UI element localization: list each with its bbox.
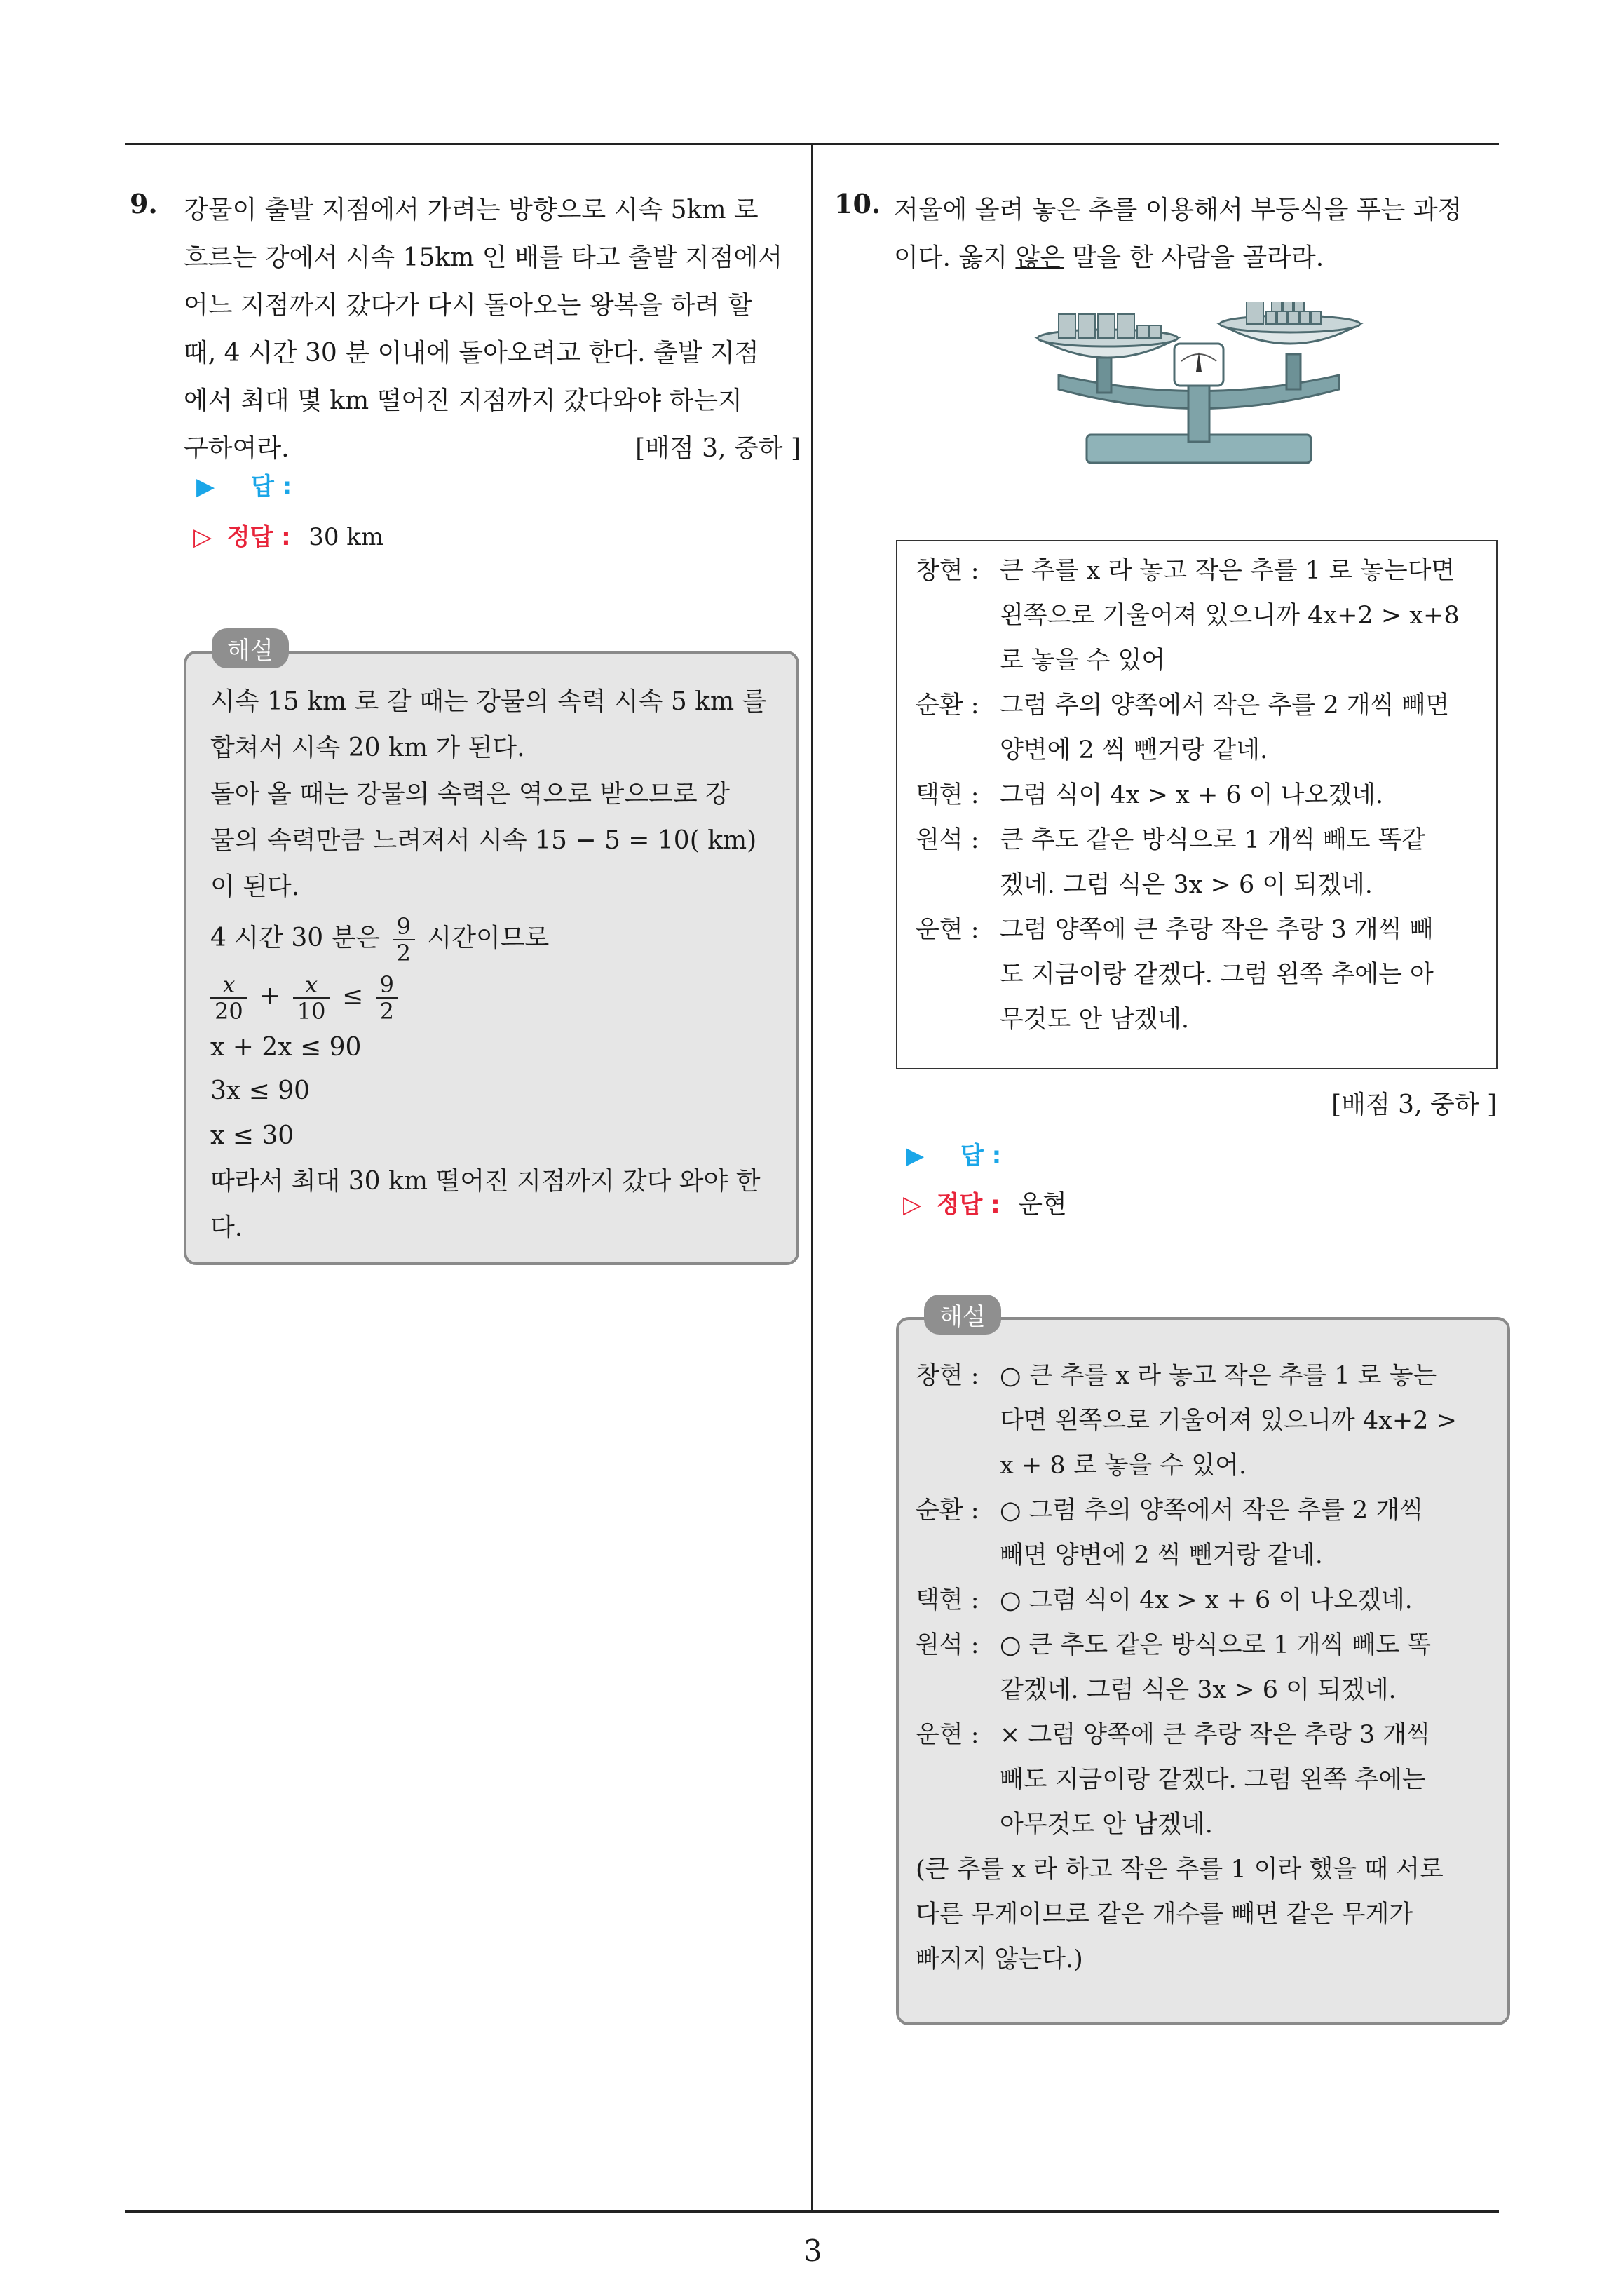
- question-line: 저울에 올려 놓은 추를 이용해서 부등식을 푸는 과정: [894, 196, 1462, 224]
- emphasis-underline: 않은: [1015, 243, 1064, 272]
- inequality-1: [210, 966, 778, 1027]
- correct-label: 정답 :: [936, 1191, 1000, 1219]
- speaker: 택현 :: [916, 1586, 979, 1614]
- explanation-line: 다면 왼쪽으로 기울어져 있으니까 4x+2 >: [1000, 1407, 1457, 1435]
- dialogue-line: [916, 773, 1476, 818]
- dialogue-line: [916, 683, 1476, 728]
- correct-label: 정답 :: [226, 523, 291, 551]
- column-divider: [811, 143, 813, 2212]
- question-line: 때, 4 시간 30 분 이내에 돌아오려고 한다. 출발 지점: [184, 339, 759, 367]
- explanation-text: ○ 큰 추도 같은 방식으로 1 개씩 빼도 똑: [1000, 1631, 1432, 1659]
- answer-label: 답 :: [251, 473, 292, 501]
- denominator: 20: [215, 998, 243, 1025]
- plus-sign: +: [259, 982, 281, 1011]
- play-icon: ▶: [196, 473, 215, 501]
- dialogue-line: [916, 818, 1476, 863]
- le-sign: ≤: [341, 982, 364, 1011]
- speaker: 창현 :: [916, 557, 979, 585]
- dialogue-line: [916, 548, 1476, 593]
- question-line: 어느 지점까지 갔다가 다시 돌아오는 왕복을 하려 할: [184, 291, 752, 320]
- question-10-number: 10.: [834, 188, 881, 220]
- explanation-text: ○ 그럼 식이 4x > x + 6 이 나오겠네.: [1000, 1586, 1413, 1614]
- dialogue-line: 무것도 안 남겠네.: [1000, 1006, 1190, 1034]
- denominator: 2: [379, 998, 394, 1025]
- explanation-body-10: [916, 1353, 1498, 1982]
- time-text: 4 시간 30 분은: [210, 924, 381, 952]
- speaker: 운현 :: [916, 1721, 979, 1749]
- dialogue-line: 양변에 2 씩 뺀거랑 같네.: [1000, 736, 1268, 764]
- denominator: 10: [297, 998, 326, 1025]
- answer-row-10: [906, 1132, 1001, 1180]
- question-9-number: 9.: [130, 188, 158, 220]
- explanation-text: ○ 그럼 추의 양쪽에서 작은 추를 2 개씩: [1000, 1497, 1424, 1525]
- dialogue-line: 겠네. 그럼 식은 3x > 6 이 되겠네.: [1000, 871, 1373, 899]
- conclusion-line: 따라서 최대 30 km 떨어진 지점까지 갔다 와야 한: [210, 1167, 761, 1196]
- question-line-last: 구하여라.: [184, 434, 290, 463]
- speaker: 순환 :: [916, 1497, 979, 1525]
- outline-triangle-icon: ▷: [193, 523, 212, 551]
- dialogue-line: 왼쪽으로 기울어져 있으니까 4x+2 > x+8: [1000, 602, 1460, 630]
- time-text: 시간이므로: [427, 924, 550, 952]
- explanation-tab: 해설: [924, 1295, 1001, 1335]
- explanation-line: 이 된다.: [210, 872, 300, 901]
- dialogue-line: 로 놓을 수 있어: [1000, 647, 1166, 675]
- explanation-line: [916, 1713, 1498, 1757]
- inequality-4: x ≤ 30: [210, 1121, 294, 1150]
- numerator: x: [293, 972, 330, 999]
- question-line: 강물이 출발 지점에서 가려는 방향으로 시속 5km 로: [184, 196, 759, 224]
- explanation-note: 빠지지 않는다.): [916, 1945, 1083, 1973]
- explanation-line: 돌아 올 때는 강물의 속력은 역으로 받으므로 강: [210, 780, 730, 809]
- explanation-line: 같겠네. 그럼 식은 3x > 6 이 되겠네.: [1000, 1676, 1397, 1704]
- correct-answer-row-9: [193, 513, 383, 561]
- explanation-note: 다른 무게이므로 같은 개수를 빼면 같은 무게가: [916, 1900, 1413, 1929]
- dialogue-text: 그럼 양쪽에 큰 추랑 작은 추랑 3 개씩 빼: [1000, 916, 1434, 944]
- outline-triangle-icon: ▷: [903, 1191, 922, 1219]
- inequality-3: 3x ≤ 90: [210, 1076, 311, 1105]
- explanation-text: ○ 큰 추를 x 라 놓고 작은 추를 1 로 놓는: [1000, 1362, 1437, 1390]
- bottom-rule: [125, 2210, 1499, 2213]
- question-line: 에서 최대 몇 km 떨어진 지점까지 갔다와야 하는지: [184, 386, 742, 415]
- correct-value: 운현: [1018, 1190, 1067, 1219]
- explanation-line: x + 8 로 놓을 수 있어.: [1000, 1452, 1247, 1480]
- dialogue-line: 도 지금이랑 같겠다. 그럼 왼쪽 추에는 아: [1000, 961, 1434, 989]
- explanation-line: 빼면 양변에 2 씩 뺀거랑 같네.: [1000, 1541, 1323, 1569]
- explanation-tab: 해설: [212, 628, 289, 668]
- fraction: [293, 972, 330, 1024]
- question-line: 흐르는 강에서 시속 15km 인 배를 타고 출발 지점에서: [184, 243, 783, 272]
- speaker: 원석 :: [916, 1631, 979, 1659]
- explanation-line: [916, 1353, 1498, 1398]
- page-number: 3: [803, 2234, 822, 2268]
- numerator: 9: [376, 972, 398, 999]
- explanation-line: 시속 15 km 로 갈 때는 강물의 속력 시속 5 km 를: [210, 687, 767, 716]
- explanation-line: 합쳐서 시속 20 km 가 된다.: [210, 734, 525, 762]
- numerator: 9: [393, 914, 415, 940]
- dialogue-lines: [916, 548, 1476, 1042]
- fraction: [376, 972, 398, 1024]
- fraction: [210, 972, 247, 1024]
- speaker: 운현 :: [916, 916, 979, 944]
- denominator: 2: [396, 940, 411, 966]
- points-label: [배점 3, 중하 ]: [635, 434, 801, 463]
- speaker: 택현 :: [916, 781, 979, 809]
- conclusion-line: 다.: [210, 1213, 243, 1242]
- explanation-line: 아무것도 안 남겠네.: [1000, 1811, 1213, 1839]
- explanation-body-9: [210, 679, 778, 1251]
- speaker: 순환 :: [916, 691, 979, 720]
- time-conversion: [210, 910, 778, 966]
- explanation-note: (큰 추를 x 라 하고 작은 추를 1 이라 했을 때 서로: [916, 1856, 1444, 1884]
- question-text: 이다. 옳지: [894, 243, 1016, 272]
- explanation-line: [916, 1578, 1498, 1623]
- question-text: 말을 한 사람을 골라라.: [1064, 243, 1324, 272]
- question-9-body: [184, 187, 801, 473]
- question-line: [894, 234, 1497, 282]
- correct-value: 30 km: [308, 523, 384, 551]
- question-10-body: [894, 187, 1497, 282]
- explanation-line: 물의 속력만큼 느려져서 시속 15 − 5 = 10( km): [210, 826, 757, 855]
- play-icon: ▶: [906, 1142, 925, 1170]
- balance-scale-illustration: [1031, 302, 1367, 477]
- speaker: 창현 :: [916, 1362, 979, 1390]
- explanation-line: 빼도 지금이랑 같겠다. 그럼 왼쪽 추에는: [1000, 1766, 1426, 1794]
- dialogue-text: 큰 추를 x 라 놓고 작은 추를 1 로 놓는다면: [1000, 557, 1455, 585]
- speaker: 원석 :: [916, 826, 979, 854]
- inequality-2: x + 2x ≤ 90: [210, 1033, 362, 1062]
- numerator: x: [210, 972, 247, 999]
- explanation-line: [916, 1488, 1498, 1533]
- dialogue-text: 그럼 추의 양쪽에서 작은 추를 2 개씩 빼면: [1000, 691, 1450, 720]
- dialogue-line: [916, 907, 1476, 952]
- explanation-line: [916, 1623, 1498, 1668]
- explanation-text: × 그럼 양쪽에 큰 추랑 작은 추랑 3 개씩: [1000, 1721, 1430, 1749]
- answer-row-9: [196, 463, 292, 511]
- answer-label: 답 :: [960, 1142, 1002, 1170]
- dialogue-text: 그럼 식이 4x > x + 6 이 나오겠네.: [1000, 781, 1384, 809]
- dialogue-text: 큰 추도 같은 방식으로 1 개씩 빼도 똑같: [1000, 826, 1426, 854]
- fraction: [393, 914, 415, 966]
- correct-answer-row-10: [903, 1181, 1067, 1229]
- points-label-10: [배점 3, 중하 ]: [1331, 1090, 1497, 1119]
